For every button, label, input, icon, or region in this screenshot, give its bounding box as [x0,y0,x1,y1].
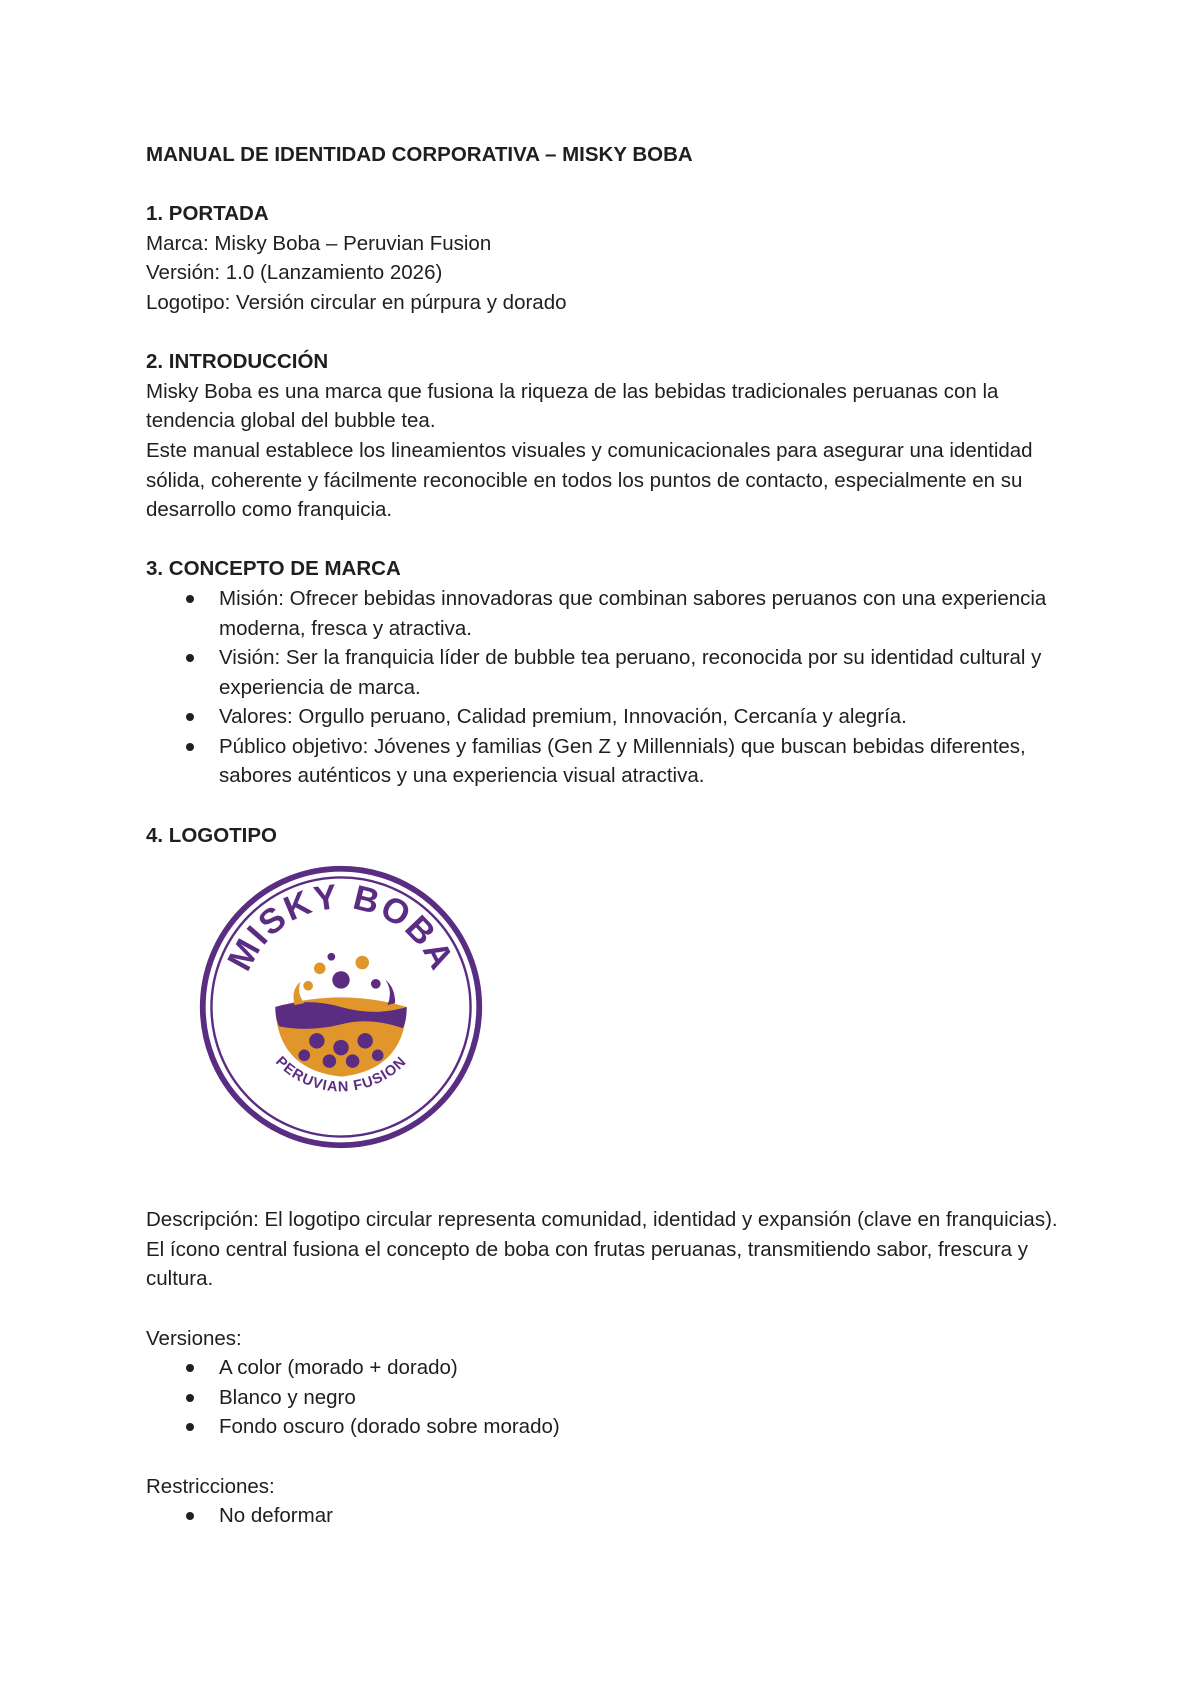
section-heading-concepto: 3. CONCEPTO DE MARCA [146,557,401,581]
introduccion-paragraph-1: Misky Boba es una marca que fusiona la riqueza de las bebidas tradicionales peruanas con la tendencia global del bubble tea. [146,379,999,433]
document-page [146,140,1066,1531]
version-fondo-oscuro: Fondo oscuro (dorado sobre morado) [219,1415,560,1439]
list-item [146,1501,1066,1531]
portada-marca: Marca: Misky Boba – Peruvian Fusion [146,231,492,255]
restricciones-list [146,1501,1066,1531]
list-item [146,1383,1066,1413]
concepto-list [146,584,1066,791]
list-item [146,1412,1066,1442]
bullet-icon [186,1512,194,1520]
list-item [146,643,1066,702]
bullet-icon [186,654,194,662]
bullet-icon [186,1364,194,1372]
list-item [146,1353,1066,1383]
portada-logotipo: Logotipo: Versión circular en púrpura y dorado [146,290,567,314]
logotipo-icono: El ícono central fusiona el concepto de boba con frutas peruanas, transmitiendo sabor, frescura y cultura. [146,1237,1029,1291]
section-heading-portada: 1. PORTADA [146,202,269,226]
version-bn: Blanco y negro [219,1385,356,1409]
misky-boba-logo [196,862,486,1152]
logo-text-bottom: PERUVIAN FUSION [272,1053,410,1096]
concepto-valores: Valores: Orgullo peruano, Calidad premium, Innovación, Cercanía y alegría. [219,705,907,729]
logotipo-descripcion: Descripción: El logotipo circular representa comunidad, identidad y expansión (clave en franquicias). [146,1208,1058,1232]
restriccion-no-deformar: No deformar [219,1504,333,1528]
bullet-icon [186,1394,194,1402]
list-item [146,584,1066,643]
introduccion-paragraph-2: Este manual establece los lineamientos visuales y comunicacionales para asegurar una identidad sólida, coherente y fácilmente reconocible en todos los puntos de contacto, especialmente en su desarrollo como franquicia. [146,438,1033,522]
portada-version: Versión: 1.0 (Lanzamiento 2026) [146,261,443,285]
versiones-label: Versiones: [146,1326,242,1350]
concepto-publico: Público objetivo: Jóvenes y familias (Gen Z y Millennials) que buscan bebidas diferentes, sabores auténticos y una experiencia visual atractiva. [219,734,1026,788]
list-item [146,732,1066,791]
bullet-icon [186,595,194,603]
section-heading-logotipo: 4. LOGOTIPO [146,823,277,847]
concepto-vision: Visión: Ser la franquicia líder de bubble tea peruano, reconocida por su identidad cultural y experiencia de marca. [219,646,1042,699]
bullet-icon [186,1423,194,1431]
bullet-icon [186,713,194,721]
restricciones-label: Restricciones: [146,1474,275,1498]
concepto-mision: Misión: Ofrecer bebidas innovadoras que combinan sabores peruanos con una experiencia moderna, fresca y atractiva. [219,586,1047,640]
section-heading-introduccion: 2. INTRODUCCIÓN [146,350,329,374]
list-item [146,702,1066,732]
logo-text-top: MISKY BOBA [219,877,463,978]
document-title: MANUAL DE IDENTIDAD CORPORATIVA – MISKY BOBA [146,143,693,166]
bullet-icon [186,743,194,751]
version-color: A color (morado + dorado) [219,1356,458,1380]
versiones-list [146,1353,1066,1442]
logo-container [146,850,1066,1205]
